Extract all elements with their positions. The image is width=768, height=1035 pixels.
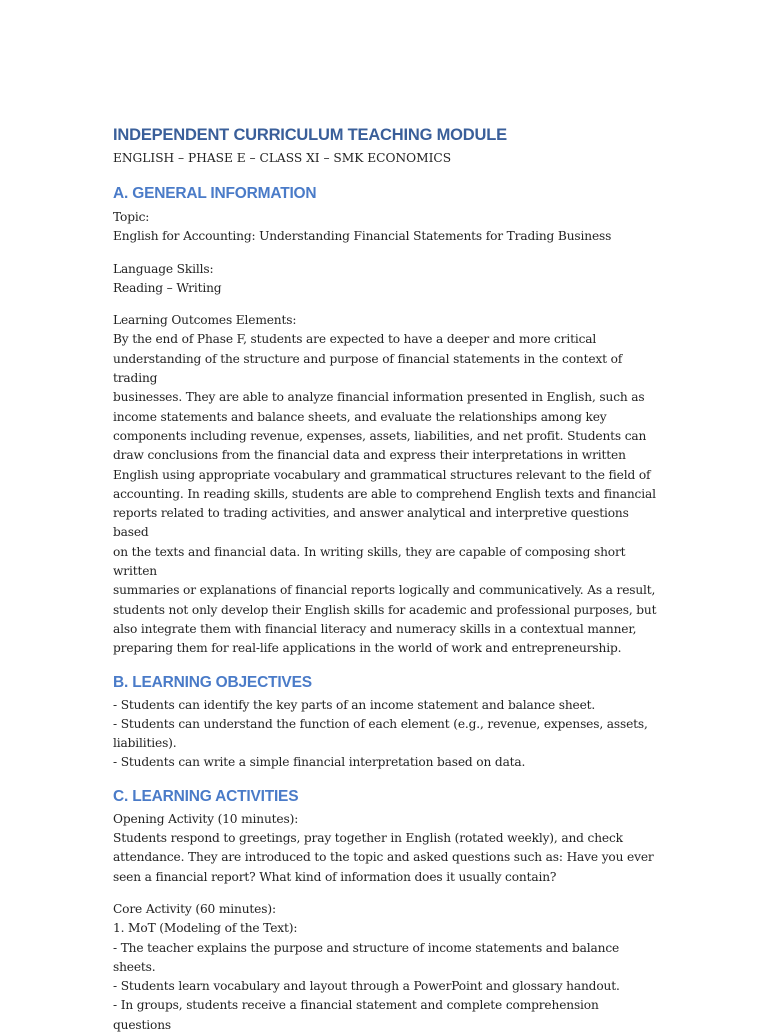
document-page bbox=[113, 124, 658, 1035]
core-activity-item: - Students learn vocabulary and layout through a PowerPoint and glossary handout. bbox=[113, 979, 620, 994]
opening-activity-label: Opening Activity (10 minutes): bbox=[113, 811, 299, 826]
opening-activity-text: Students respond to greetings, pray together in English (rotated weekly), and check attendance. They are introduced to the topic and asked questions such as: Have you ever seen a financial report? What kind of information does it usually contain? bbox=[113, 831, 654, 884]
skills-value: Reading – Writing bbox=[113, 280, 222, 295]
core-activity-item: 1. MoT (Modeling of the Text): bbox=[113, 921, 298, 936]
outcomes-label: Learning Outcomes Elements: bbox=[113, 313, 297, 328]
document-title: INDEPENDENT CURRICULUM TEACHING MODULE bbox=[113, 126, 507, 144]
core-activity-item: - In groups, students receive a financial statement and complete comprehension questions bbox=[113, 998, 599, 1032]
section-c-heading: C. LEARNING ACTIVITIES bbox=[113, 787, 299, 805]
core-activity-item: - The teacher explains the purpose and structure of income statements and balance sheets. bbox=[113, 940, 620, 974]
section-b-heading: B. LEARNING OBJECTIVES bbox=[113, 673, 312, 691]
objective-item: - Students can understand the function of each element (e.g., revenue, expenses, assets, liabilities). bbox=[113, 716, 648, 751]
objectives-list bbox=[113, 696, 658, 773]
objective-item: - Students can write a simple financial interpretation based on data. bbox=[113, 755, 526, 770]
core-activity-label: Core Activity (60 minutes): bbox=[113, 901, 276, 916]
objective-item: - Students can identify the key parts of an income statement and balance sheet. bbox=[113, 697, 596, 712]
core-activity-list bbox=[113, 919, 658, 1035]
outcomes-paragraph: By the end of Phase F, students are expected to have a deeper and more critical understanding of the structure and purpose of financial statements in the context of trading businesses. They are able to analyze financial information presented in English, such as income statements and balance sheets, and evaluate the relationships among key components including revenue, expenses, assets, liabilities, and net profit. Students can draw conclusions from the financial data and express their interpretations in written English using appropriate vocabulary and grammatical structures relevant to the field of accounting. In reading skills, students are able to comprehend English texts and financial reports related to trading activities, and answer analytical and interpretive questions based on the texts and financial data. In writing skills, they are capable of composing short written summaries or explanations of financial reports logically and communicatively. As a result, students not only develop their English skills for academic and professional purposes, but also integrate them with financial literacy and numeracy skills in a contextual manner, preparing them for real-life applications in the world of work and entrepreneurship. bbox=[113, 332, 657, 656]
topic-label: Topic: bbox=[113, 210, 150, 224]
skills-label: Language Skills: bbox=[113, 261, 214, 276]
section-a-heading: A. GENERAL INFORMATION bbox=[113, 185, 317, 202]
topic-value: English for Accounting: Understanding Financial Statements for Trading Business bbox=[113, 229, 612, 244]
document-subtitle: ENGLISH – PHASE E – CLASS XI – SMK ECONOMICS bbox=[113, 151, 452, 165]
